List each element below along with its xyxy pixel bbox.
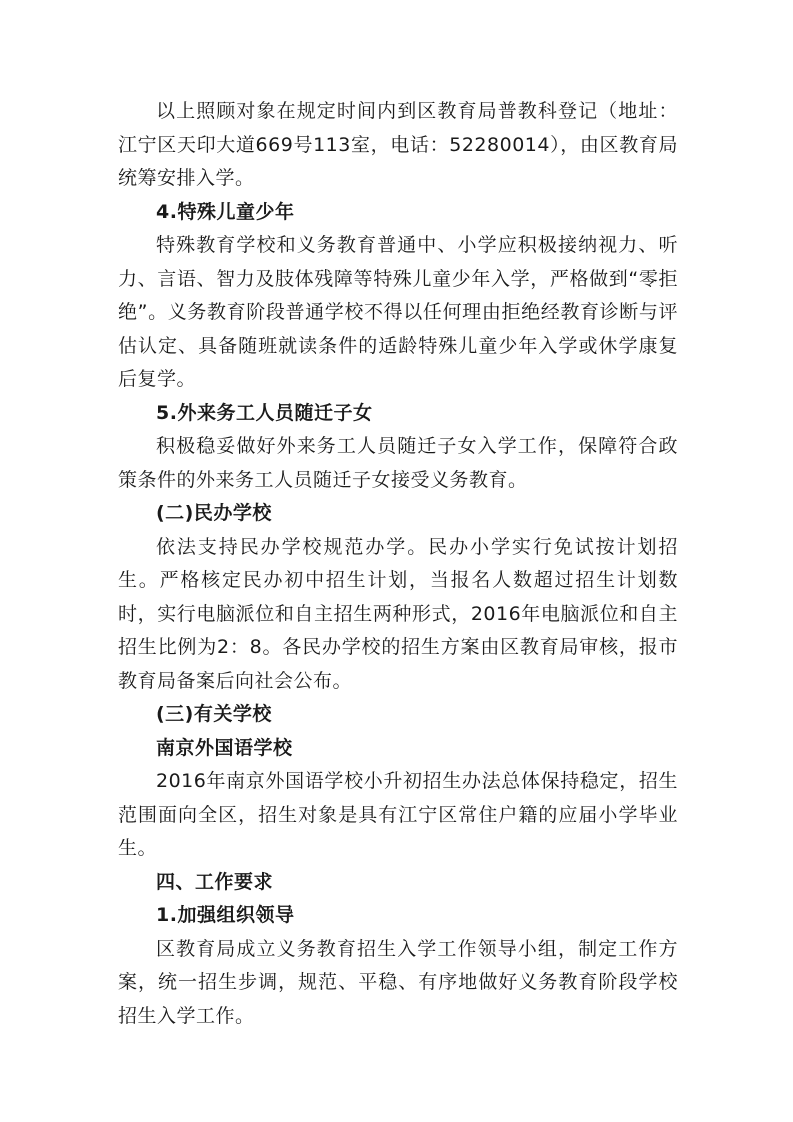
paragraph-special-children: 特殊教育学校和义务教育普通中、小学应积极接纳视力、听力、言语、智力及肢体残障等特殊儿童少年入学，严格做到“零拒绝”。义务教育阶段普通学校不得以任何理由拒绝经教育诊断与评估认定、具备随班就读条件的适龄特殊儿童少年入学或休学康复后复学。: [118, 234, 678, 390]
section-heading-migrant-children: 5.外来务工人员随迁子女: [156, 401, 373, 424]
paragraph-private-schools: 依法支持民办学校规范办学。民办小学实行免试按计划招生。严格核定民办初中招生计划，当报名人数超过招生计划数时，实行电脑派位和自主招生两种形式，2016年电脑派位和自主招生比例为2：8。各民办学校的招生方案由区教育局审核，报市教育局备案后向社会公布。: [118, 535, 678, 692]
paragraph-migrant-children: 积极稳妥做好外来务工人员随迁子女入学工作，保障符合政策条件的外来务工人员随迁子女接受义务教育。: [118, 435, 678, 491]
paragraph-registration-notice: 以上照顾对象在规定时间内到区教育局普教科登记（地址：江宁区天印大道669号113室，电话：52280014），由区教育局统筹安排入学。: [118, 100, 678, 189]
section-heading-private-schools: (二)民办学校: [156, 502, 272, 524]
section-heading-related-schools: (三)有关学校: [156, 703, 272, 725]
section-heading-strengthen-leadership: 1.加强组织领导: [156, 904, 295, 926]
section-heading-special-children: 4.特殊儿童少年: [156, 200, 295, 223]
section-heading-nanjing-foreign-language-school: 南京外国语学校: [156, 736, 293, 759]
section-heading-work-requirements: 四、工作要求: [156, 870, 274, 893]
paragraph-nanjing-foreign-language-school: 2016年南京外国语学校小升初招生办法总体保持稳定，招生范围面向全区，招生对象是具有江宁区常住户籍的应届小学毕业生。: [118, 770, 678, 859]
document-body: [118, 95, 678, 1033]
paragraph-strengthen-leadership: 区教育局成立义务教育招生入学工作领导小组，制定工作方案，统一招生步调，规范、平稳、有序地做好义务教育阶段学校招生入学工作。: [118, 937, 678, 1027]
